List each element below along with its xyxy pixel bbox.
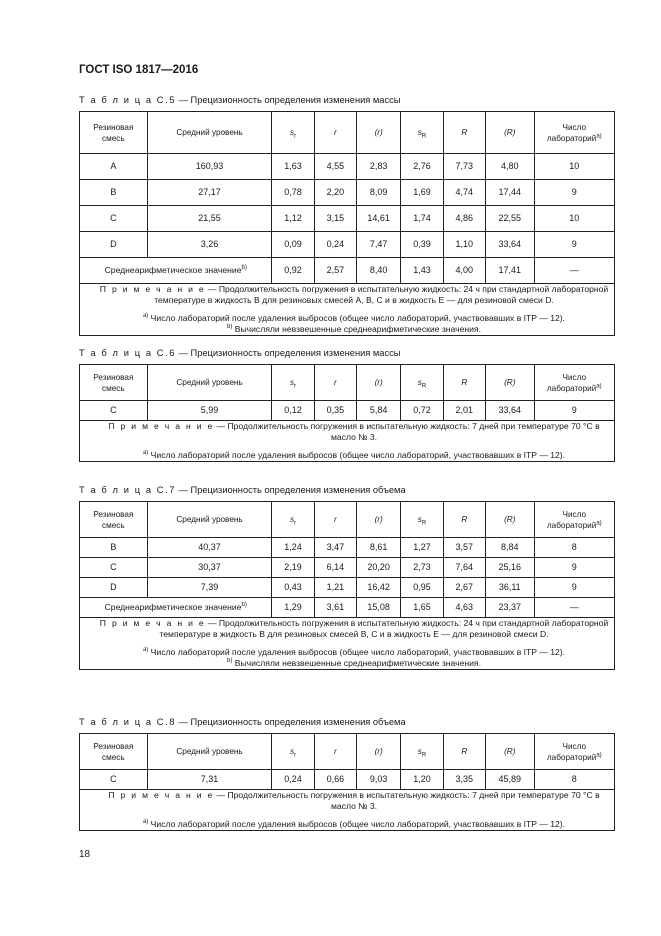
note-paragraph [82, 421, 612, 443]
table-cell: 1,10 [443, 232, 485, 258]
table-cell: 7,47 [356, 232, 400, 258]
table-cell: 14,61 [356, 206, 400, 232]
table-cell: 1,65 [401, 598, 443, 618]
table-cell: 0,92 [272, 258, 314, 284]
table-cell: 0,24 [272, 770, 314, 790]
table-cell: 0,43 [272, 578, 314, 598]
column-header [485, 502, 534, 538]
note-row [80, 618, 615, 670]
note-paragraph [82, 618, 612, 640]
column-header [401, 365, 443, 401]
column-header [485, 112, 534, 154]
table-cell: C [80, 558, 148, 578]
table-cell: 1,63 [272, 154, 314, 180]
header-label: (r) [374, 515, 383, 524]
column-header [314, 112, 356, 154]
table-cell: 10 [534, 154, 614, 180]
footnote-text: Число лабораторий после удаления выбросов (общее число лабораторий, участвовавших в ITP — 12). [148, 450, 566, 460]
precision-table [79, 364, 615, 462]
header-sub: R [421, 383, 427, 390]
table-cell: 7,31 [147, 770, 272, 790]
table-cell: 1,27 [401, 538, 443, 558]
table-cell: 4,80 [485, 154, 534, 180]
footnote-text: Вычисляли невзвешенные среднеарифметические значения. [232, 658, 481, 668]
header-sub: R [421, 752, 427, 759]
column-header [272, 365, 314, 401]
header-sub: r [294, 383, 297, 390]
table-row [80, 206, 615, 232]
footnote-mark: a) [142, 313, 149, 320]
table-cell: 3,15 [314, 206, 356, 232]
header-label: Резиновая смесь [93, 122, 134, 143]
column-header [534, 365, 614, 401]
column-header [80, 365, 148, 401]
table-cell: 9 [534, 232, 614, 258]
table-cell: B [80, 538, 148, 558]
table-cell: 40,37 [147, 538, 272, 558]
table-cell: 1,12 [272, 206, 314, 232]
table-cell: 1,29 [272, 598, 314, 618]
table-cell: C [80, 401, 148, 421]
note-label: П р и м е ч а н и е [99, 284, 206, 294]
header-sub: r [294, 520, 297, 527]
precision-table [79, 733, 615, 831]
table-cell: 4,00 [443, 258, 485, 284]
table-cell: 4,86 [443, 206, 485, 232]
table-cell: 17,41 [485, 258, 534, 284]
table-cell: 2,57 [314, 258, 356, 284]
mean-row-label [80, 258, 272, 284]
header-sup: a) [596, 519, 602, 526]
table-cell: 1,20 [401, 770, 443, 790]
footnote-text: Вычисляли невзвешенные среднеарифметические значения. [232, 324, 481, 334]
caption-text: — Прецизионность определения изменения объема [176, 717, 406, 727]
header-label: R [461, 128, 468, 137]
table-cell: 7,64 [443, 558, 485, 578]
header-label: Число лабораторий [546, 122, 597, 143]
table-cell: 1,24 [272, 538, 314, 558]
table-note [80, 618, 615, 670]
column-header [80, 502, 148, 538]
table-cell: 15,08 [356, 598, 400, 618]
precision-table [79, 501, 615, 670]
footnote-mark: a) [142, 450, 149, 457]
header-label: Средний уровень [176, 747, 243, 756]
column-header [485, 734, 534, 770]
table-cell: B [80, 180, 148, 206]
footnote [82, 313, 612, 324]
note-paragraph [82, 790, 612, 812]
table-cell: 8 [534, 538, 614, 558]
table-cell: 9 [534, 401, 614, 421]
column-header [314, 365, 356, 401]
footnote [82, 450, 612, 461]
table-cell: 9 [534, 558, 614, 578]
footnote [82, 658, 612, 669]
table-cell: 0,39 [401, 232, 443, 258]
table-cell: A [80, 154, 148, 180]
footnote-text: Число лабораторий после удаления выбросов (общее число лабораторий, участвовавших в ITP — 12). [148, 313, 566, 323]
table-cell: 22,55 [485, 206, 534, 232]
caption-text: — Прецизионность определения изменения объема [176, 485, 406, 495]
table-cell: 8 [534, 770, 614, 790]
table-cell: 9,03 [356, 770, 400, 790]
table-cell: 5,99 [147, 401, 272, 421]
table-cell: 20,20 [356, 558, 400, 578]
note-text: — Продолжительность погружения в испытательную жидкость: 7 дней при температуре 70 °C в масло № 3. [214, 790, 600, 811]
table-cell: 2,67 [443, 578, 485, 598]
table-cell: 8,40 [356, 258, 400, 284]
header-label: (R) [504, 747, 516, 756]
header-label: s [417, 378, 422, 387]
table-cell: 17,44 [485, 180, 534, 206]
footnote-text: Число лабораторий после удаления выбросов (общее число лабораторий, участвовавших в ITP — 12). [148, 647, 566, 657]
table-cell: — [534, 258, 614, 284]
note-row [80, 421, 615, 462]
mean-label-sup: b) [241, 602, 247, 609]
column-header [443, 365, 485, 401]
column-header [356, 734, 400, 770]
table-cell: 4,74 [443, 180, 485, 206]
caption-text: — Прецизионность определения изменения массы [176, 95, 401, 105]
table-cell: 0,09 [272, 232, 314, 258]
footnote-mark: b) [227, 658, 233, 665]
header-label: (r) [374, 128, 383, 137]
table-cell: 3,47 [314, 538, 356, 558]
table-cell: 9 [534, 180, 614, 206]
table-cell: 3,26 [147, 232, 272, 258]
header-row [80, 365, 615, 401]
header-label: r [333, 378, 337, 387]
table-cell: 4,55 [314, 154, 356, 180]
table-cell: 2,01 [443, 401, 485, 421]
header-row [80, 112, 615, 154]
header-label: Резиновая смесь [93, 509, 134, 530]
table-cell: 0,35 [314, 401, 356, 421]
header-label: r [333, 128, 337, 137]
note-text: — Продолжительность погружения в испытательную жидкость: 24 ч при стандартной лабораторной температуре в жидкость B для резиновых смесей B, C и в жидкость E — для резиновой смеси D. [159, 618, 609, 639]
table-cell: 1,21 [314, 578, 356, 598]
table-cell: 2,73 [401, 558, 443, 578]
header-sup: a) [596, 132, 602, 139]
table-cell: 7,73 [443, 154, 485, 180]
header-row [80, 734, 615, 770]
table-note [80, 790, 615, 831]
caption-label: Т а б л и ц а С.8 [79, 717, 177, 727]
table-caption [79, 348, 615, 358]
header-label: (R) [504, 128, 516, 137]
header-row [80, 502, 615, 538]
table-row [80, 558, 615, 578]
note-label: П р и м е ч а н и е [99, 618, 206, 628]
table-row [80, 401, 615, 421]
table-caption [79, 717, 615, 727]
caption-label: Т а б л и ц а С.6 [79, 348, 177, 358]
header-label: R [461, 515, 468, 524]
header-sup: a) [596, 751, 602, 758]
table-cell: 4,63 [443, 598, 485, 618]
table-cell: 5,84 [356, 401, 400, 421]
header-label: Резиновая смесь [93, 741, 134, 762]
table-block [79, 95, 615, 336]
header-label: (R) [504, 378, 516, 387]
page-number: 18 [79, 849, 91, 860]
column-header [147, 502, 272, 538]
table-cell: 8,84 [485, 538, 534, 558]
column-header [401, 502, 443, 538]
note-text: — Продолжительность погружения в испытательную жидкость: 24 ч при стандартной лабораторной температуре в жидкость B для резиновых смесей A, B, C и в жидкость E — для резиновой смеси D. [154, 284, 609, 305]
column-header [443, 734, 485, 770]
header-sub: R [421, 520, 427, 527]
header-sub: r [294, 133, 297, 140]
table-caption [79, 485, 615, 495]
table-cell: D [80, 232, 148, 258]
mean-row [80, 598, 615, 618]
column-header [356, 502, 400, 538]
table-cell: — [534, 598, 614, 618]
table-cell: 0,24 [314, 232, 356, 258]
note-text: — Продолжительность погружения в испытательную жидкость: 7 дней при температуре 70 °C в масло № 3. [214, 421, 600, 442]
table-cell: 36,11 [485, 578, 534, 598]
table-cell: 6,14 [314, 558, 356, 578]
note-label: П р и м е ч а н и е [108, 421, 215, 431]
column-header [147, 365, 272, 401]
column-header [272, 734, 314, 770]
table-cell: 2,83 [356, 154, 400, 180]
table-cell: 3,57 [443, 538, 485, 558]
column-header [314, 502, 356, 538]
table-cell: 30,37 [147, 558, 272, 578]
header-label: s [417, 747, 422, 756]
caption-label: Т а б л и ц а С.5 [79, 95, 177, 105]
table-cell: 0,12 [272, 401, 314, 421]
header-label: r [333, 515, 337, 524]
header-label: s [290, 747, 295, 756]
table-cell: 160,93 [147, 154, 272, 180]
mean-label-text: Среднеарифметическое значение [104, 265, 242, 275]
table-cell: 7,39 [147, 578, 272, 598]
footnote-mark: b) [227, 324, 233, 331]
table-cell: 2,20 [314, 180, 356, 206]
column-header [314, 734, 356, 770]
table-cell: 16,42 [356, 578, 400, 598]
note-row [80, 284, 615, 336]
header-label: Средний уровень [176, 128, 243, 137]
table-row [80, 154, 615, 180]
footnote-mark: a) [142, 819, 149, 826]
column-header [443, 502, 485, 538]
caption-text: — Прецизионность определения изменения массы [176, 348, 401, 358]
header-label: (r) [374, 378, 383, 387]
table-cell: 0,95 [401, 578, 443, 598]
column-header [80, 734, 148, 770]
table-row [80, 538, 615, 558]
header-label: Резиновая смесь [93, 372, 134, 393]
header-label: s [417, 128, 422, 137]
table-cell: 1,69 [401, 180, 443, 206]
column-header [356, 112, 400, 154]
header-label: s [417, 515, 422, 524]
table-cell: 45,89 [485, 770, 534, 790]
table-row [80, 770, 615, 790]
header-label: Средний уровень [176, 515, 243, 524]
header-label: Число лабораторий [546, 372, 597, 393]
table-cell: 9 [534, 578, 614, 598]
table-caption [79, 95, 615, 105]
footnote [82, 324, 612, 335]
note-row [80, 790, 615, 831]
table-cell: C [80, 206, 148, 232]
table-block [79, 717, 615, 831]
header-label: Число лабораторий [546, 741, 597, 762]
table-row [80, 180, 615, 206]
column-header [401, 734, 443, 770]
mean-label-sup: b) [241, 265, 247, 272]
caption-label: Т а б л и ц а С.7 [79, 485, 177, 495]
footnote [82, 819, 612, 830]
column-header [272, 112, 314, 154]
table-note [80, 421, 615, 462]
column-header [272, 502, 314, 538]
header-label: R [461, 747, 468, 756]
mean-label-text: Среднеарифметическое значение [104, 602, 242, 612]
table-cell: 0,78 [272, 180, 314, 206]
header-label: s [290, 378, 295, 387]
header-sup: a) [596, 382, 602, 389]
footnote-text: Число лабораторий после удаления выбросов (общее число лабораторий, участвовавших в ITP — 12). [148, 819, 566, 829]
header-label: (R) [504, 515, 516, 524]
table-cell: 3,35 [443, 770, 485, 790]
header-label: (r) [374, 747, 383, 756]
footnote [82, 647, 612, 658]
table-cell: 33,64 [485, 232, 534, 258]
table-cell: 0,72 [401, 401, 443, 421]
column-header [534, 502, 614, 538]
header-label: Средний уровень [176, 378, 243, 387]
table-cell: 2,19 [272, 558, 314, 578]
note-paragraph [82, 284, 612, 306]
mean-row [80, 258, 615, 284]
table-cell: C [80, 770, 148, 790]
header-label: s [290, 128, 295, 137]
table-cell: 2,76 [401, 154, 443, 180]
column-header [80, 112, 148, 154]
table-cell: D [80, 578, 148, 598]
column-header [356, 365, 400, 401]
header-label: r [333, 747, 337, 756]
column-header [443, 112, 485, 154]
document-title: ГОСТ ISO 1817—2016 [79, 64, 199, 76]
table-cell: 25,16 [485, 558, 534, 578]
header-sub: r [294, 752, 297, 759]
table-cell: 10 [534, 206, 614, 232]
table-cell: 21,55 [147, 206, 272, 232]
table-note [80, 284, 615, 336]
column-header [401, 112, 443, 154]
header-label: s [290, 515, 295, 524]
column-header [485, 365, 534, 401]
table-cell: 27,17 [147, 180, 272, 206]
table-cell: 8,61 [356, 538, 400, 558]
note-label: П р и м е ч а н и е [108, 790, 215, 800]
header-sub: R [421, 133, 427, 140]
column-header [147, 734, 272, 770]
table-block [79, 485, 615, 670]
mean-row-label [80, 598, 272, 618]
table-block [79, 348, 615, 462]
column-header [534, 112, 614, 154]
table-cell: 33,64 [485, 401, 534, 421]
footnote-mark: a) [142, 647, 149, 654]
table-cell: 1,43 [401, 258, 443, 284]
header-label: Число лабораторий [546, 509, 597, 530]
table-cell: 1,74 [401, 206, 443, 232]
column-header [147, 112, 272, 154]
table-row [80, 232, 615, 258]
table-cell: 3,61 [314, 598, 356, 618]
header-label: R [461, 378, 468, 387]
table-row [80, 578, 615, 598]
column-header [534, 734, 614, 770]
precision-table [79, 111, 615, 336]
table-cell: 23,37 [485, 598, 534, 618]
table-cell: 8,09 [356, 180, 400, 206]
table-cell: 0,66 [314, 770, 356, 790]
